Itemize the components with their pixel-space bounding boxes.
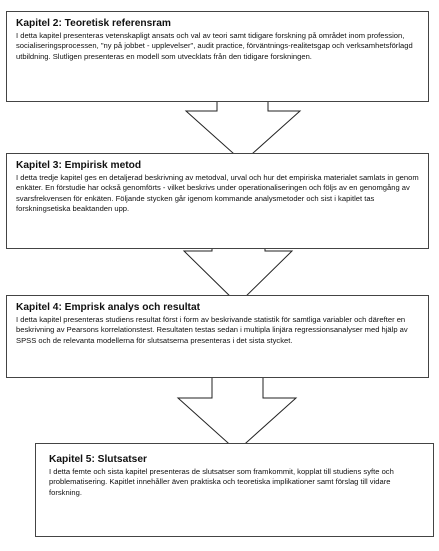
chapter-2-title: Kapitel 2: Teoretisk referensram bbox=[16, 18, 171, 29]
chapter-5-box bbox=[35, 443, 434, 537]
chapter-4-description: I detta kapitel presenteras studiens resultat först i form av beskrivande statistik för samtliga variabler och därefter en beskrivning av Pearsons korrelationstest. Resultaten testas sedan i multipla linjära regressionsanalyser med hjälp av SPSS och de relevanta modellerna för slutsatserna presenteras i det sista stycket. bbox=[16, 315, 408, 345]
chapter-4-title: Kapitel 4: Emprisk analys och resultat bbox=[16, 302, 201, 313]
arrow-3 bbox=[178, 367, 296, 451]
chapter-5-title: Kapitel 5: Slutsatser bbox=[49, 454, 147, 465]
chapter-3-title: Kapitel 3: Empirisk metod bbox=[16, 160, 142, 171]
chapter-5-description: I detta femte och sista kapitel presenteras de slutsatser som framkommit, kopplat till studiens syfte och problematisering. Kapitlet innehåller även praktiska och teoretiska implikationer samt förslag till vidare forskning. bbox=[49, 467, 394, 497]
chapter-3-description: I detta tredje kapitel ges en detaljerad beskrivning av metodval, urval och hur det empiriska materialet samlats in genom enkäter. En förstudie har också genomförts - vilket beskrivs under operationaliseringen och följs av en genomgång av svarsfrekvensen för enkäten. Följande stycken går igenom kommande analysmetoder och sist i kapitlet tas forskningsetiska beaktanden upp. bbox=[16, 173, 419, 214]
chapter-3-box bbox=[6, 153, 429, 249]
chapter-2-description: I detta kapitel presenteras vetenskapligt ansats och val av teori samt tidigare forskning på området inom profession, socialiseringsprocessen, "ny på jobbet - upplevelser", audit practice, förväntnings-realitetsgap och verksamhetsförlagd utbildning. Slutligen presenteras en modell som utvecklats från den tidigare forskningen. bbox=[16, 31, 413, 61]
chapter-4-box bbox=[6, 295, 429, 378]
chapter-2-box bbox=[6, 11, 429, 102]
